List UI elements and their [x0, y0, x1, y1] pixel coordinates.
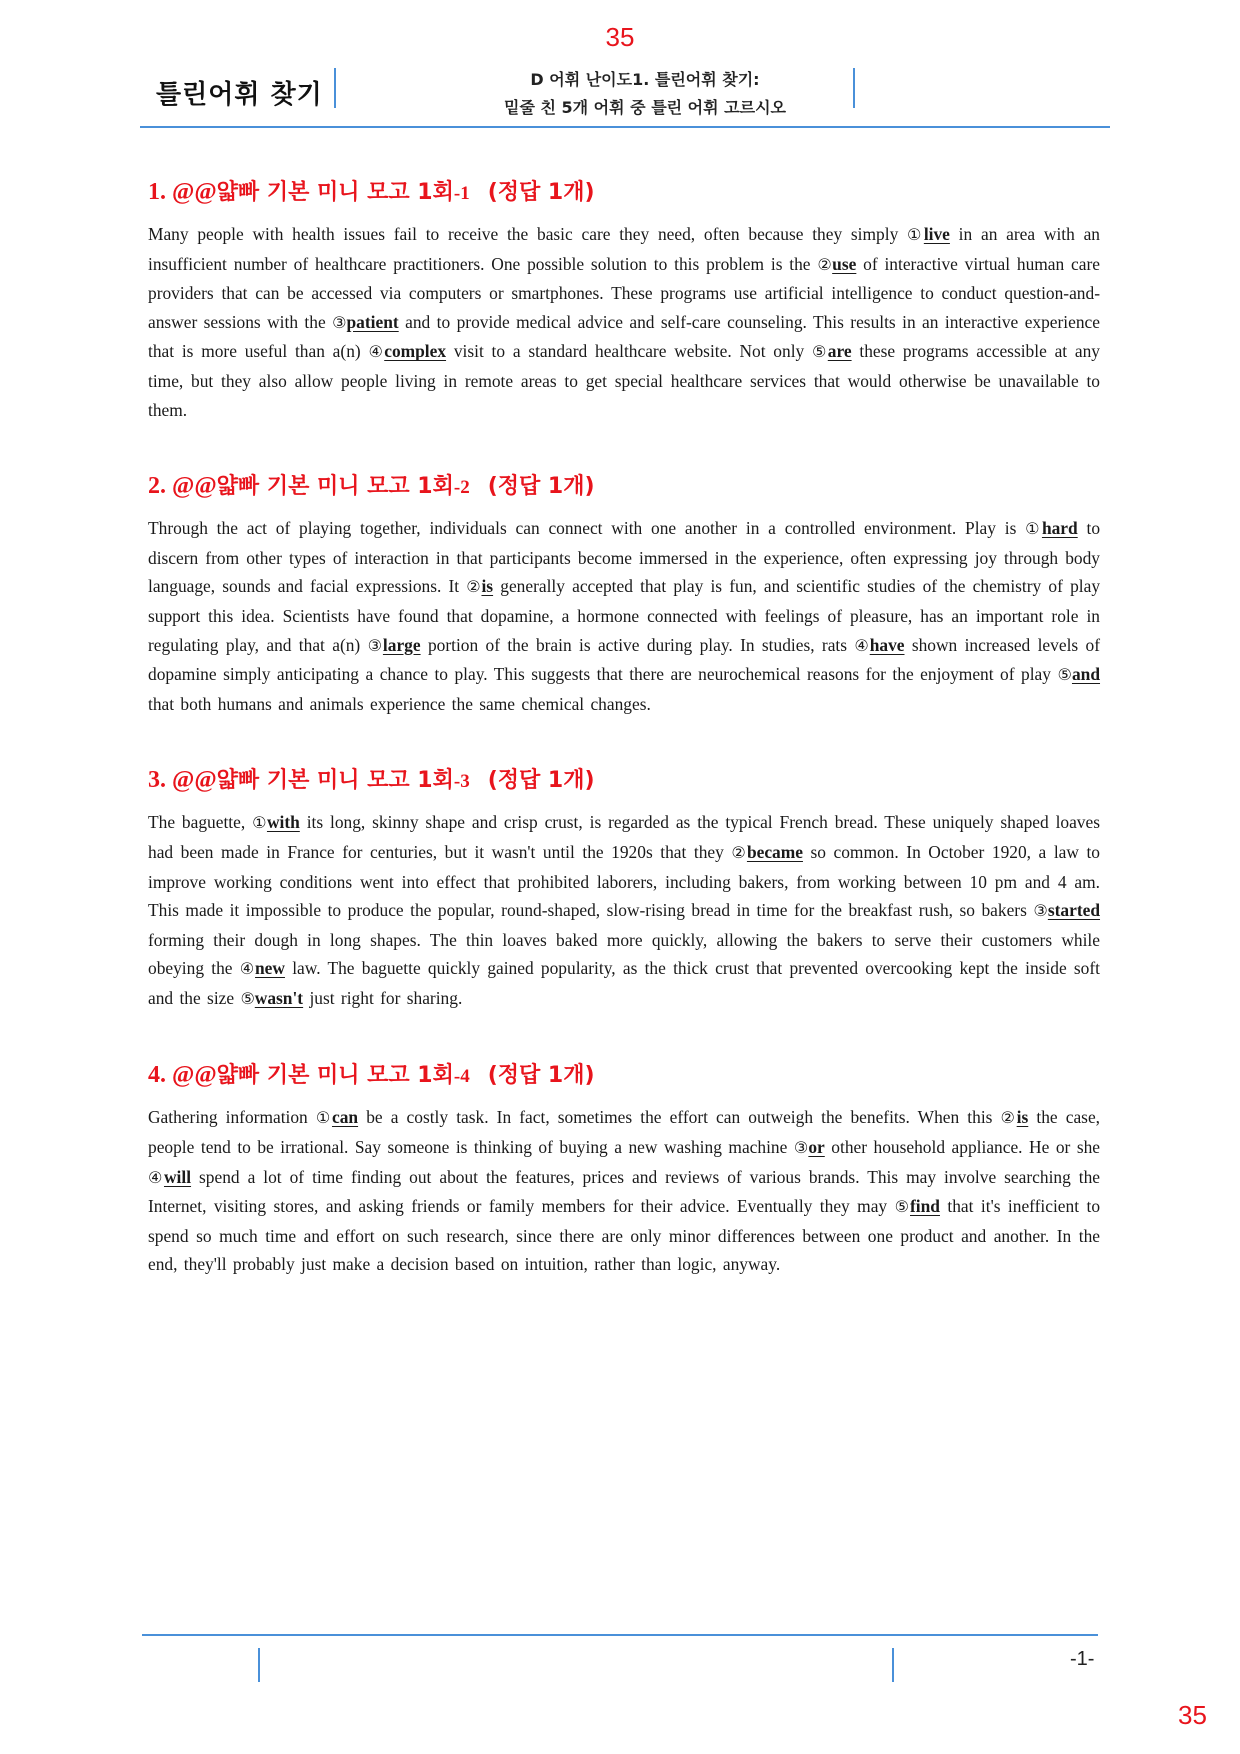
- page-number-top: 35: [605, 22, 635, 52]
- header-divider-left: [334, 68, 336, 108]
- passage-text: Many people with health issues fail to receive the basic care they need, often because they simply: [148, 224, 908, 244]
- choice-marker: ①: [1025, 519, 1042, 539]
- choice-marker: ③: [332, 312, 347, 332]
- passage-text: be a costly task. In fact, sometimes the effort can outweigh the benefits. When this: [358, 1107, 1001, 1128]
- problem-title: [148, 174, 1100, 212]
- passage-text: The baguette,: [148, 812, 253, 833]
- underlined-word: new: [255, 958, 285, 979]
- choice-marker: ③: [793, 1138, 809, 1158]
- choice-marker: ③: [1033, 901, 1048, 921]
- passage-text: that it's inefficient to spend so much time and effort on such research, since there are only minor differences between one product and another. In the end, they'll probably just make a decision based on intuition, rather than logic, anyway.: [148, 1196, 1101, 1275]
- choice-marker: ②: [466, 577, 482, 597]
- underlined-word: wasn't: [254, 987, 304, 1008]
- header-subtitle-line1: D 어휘 난이도1. 틀린어휘 찾기:: [530, 70, 760, 89]
- passage-text: visit to a standard healthcare website. Not only: [446, 341, 812, 362]
- passage-text: so common. In October 1920, a law to improve working conditions went into effect that prohibited laborers, including bakers, from working between 10 pm and 4 am. This made it impossible to produce the popular, round-shaped, slow-rising bread in time for the breakfast rush, so bakers: [148, 841, 1101, 921]
- passage-text: other household appliance. He or she: [824, 1137, 1100, 1158]
- underlined-word: will: [163, 1166, 192, 1187]
- header-title: 틀린어휘 찾기: [156, 80, 323, 110]
- choice-marker: ⑤: [1057, 665, 1072, 685]
- problem-title: [148, 762, 1100, 800]
- problem-number: 1. @@: [148, 179, 217, 205]
- choice-marker: ④: [148, 1167, 164, 1187]
- passage-text: that both humans and animals experience the same chemical changes.: [148, 693, 651, 714]
- underlined-word: live: [923, 224, 950, 244]
- choice-marker: ⑤: [240, 988, 255, 1008]
- problem-source: 얇빠 기본 미니 모고 1회: [216, 180, 454, 205]
- problem-suffix: -3: [453, 771, 470, 793]
- passage-text: of interactive virtual human care providers that can be accessed via computers or smartphones. These programs use artificial intelligence to conduct question-and-answer sessions with the: [148, 253, 1100, 332]
- underlined-word: find: [910, 1196, 940, 1217]
- choice-marker: ④: [368, 342, 385, 362]
- problem-suffix: -1: [453, 183, 470, 204]
- underlined-word: patient: [346, 311, 399, 332]
- problem-source: 얇빠 기본 미니 모고 1회: [216, 768, 454, 794]
- passage-text: these programs accessible at any time, but they also allow people living in remote areas to get special healthcare services that would otherwise be unavailable to them.: [148, 341, 1100, 420]
- underlined-word: started: [1047, 900, 1101, 921]
- problem-title: [148, 468, 1100, 506]
- problem-suffix: -4: [453, 1066, 470, 1088]
- passage-text: in an area with an insufficient number of healthcare practitioners. One possible solution to this problem is the: [148, 224, 1100, 274]
- passage-text: shown increased levels of dopamine simply anticipating a chance to play. This suggests that there are neurochemical reasons for the enjoyment of play: [148, 634, 1100, 685]
- header-subtitle: [340, 66, 950, 122]
- underlined-word: are: [827, 341, 852, 362]
- choice-marker: ②: [817, 254, 833, 274]
- choice-marker: ⑤: [812, 342, 828, 362]
- choice-marker: ②: [731, 842, 747, 862]
- page-number-bottom: 35: [1178, 1700, 1207, 1730]
- header-subtitle-line2: 밑줄 친 5개 어휘 중 틀린 어휘 고르시오: [504, 98, 786, 117]
- choice-marker: ③: [367, 635, 383, 655]
- page-header: [140, 60, 1110, 128]
- underlined-word: complex: [384, 341, 447, 362]
- underlined-word: and: [1071, 664, 1101, 685]
- passage: [148, 514, 1100, 718]
- underlined-word: is: [1016, 1107, 1029, 1128]
- header-divider-right: [853, 68, 855, 108]
- passage: [148, 220, 1100, 424]
- passage-text: the case, people tend to be irrational. Say someone is thinking of buying a new washing machine: [148, 1107, 1101, 1158]
- passage-text: law. The baguette quickly gained popularity, as the thick crust that prevented overcooking kept the inside soft and the size: [148, 958, 1101, 1008]
- choice-marker: ④: [239, 959, 256, 979]
- choice-marker: ⑤: [894, 1197, 910, 1217]
- problem-number: 2. @@: [148, 473, 217, 500]
- underlined-word: large: [382, 634, 421, 655]
- answer-note: (정답 1개): [487, 474, 595, 500]
- underlined-word: can: [331, 1107, 359, 1128]
- problem-2: [148, 468, 1100, 718]
- choice-marker: ①: [907, 225, 924, 244]
- underlined-word: have: [869, 634, 905, 655]
- problem-3: [148, 762, 1100, 1013]
- problem-list: [148, 150, 1100, 1279]
- choice-marker: ①: [252, 813, 267, 833]
- underlined-word: became: [746, 841, 803, 862]
- answer-note: (정답 1개): [487, 1063, 595, 1089]
- passage-text: spend a lot of time finding out about the features, prices and reviews of various brands. This may involve searching the Internet, visiting stores, and asking friends or family members for their advice. Eventually they may: [148, 1166, 1101, 1217]
- underlined-word: hard: [1041, 518, 1078, 539]
- choice-marker: ④: [854, 635, 870, 655]
- passage-text: forming their dough in long shapes. The thin loaves baked more quickly, allowing the bakers to serve their customers while obeying the: [148, 929, 1100, 979]
- footer-page-label: -1-: [1070, 1648, 1095, 1670]
- passage-text: portion of the brain is active during play. In studies, rats: [420, 634, 855, 655]
- passage-text: its long, skinny shape and crisp crust, is regarded as the typical French bread. These uniquely shaped loaves had been made in France for centuries, but it wasn't until the 1920s that they: [148, 812, 1100, 862]
- passage: [148, 1103, 1100, 1279]
- underlined-word: use: [832, 253, 857, 274]
- passage-text: just right for sharing.: [303, 987, 463, 1008]
- footer-rule: [142, 1634, 1098, 1636]
- underlined-word: is: [481, 576, 494, 597]
- passage-text: and to provide medical advice and self-care counseling. This results in an interactive experience that is more useful than a(n): [148, 311, 1100, 362]
- passage-text: Gathering information: [148, 1107, 316, 1128]
- problem-source: 얇빠 기본 미니 모고 1회: [216, 474, 454, 500]
- problem-title: [148, 1057, 1100, 1095]
- answer-note: (정답 1개): [487, 768, 595, 794]
- footer-divider-left: [258, 1648, 260, 1682]
- choice-marker: ②: [1000, 1108, 1017, 1128]
- underlined-word: with: [266, 812, 300, 833]
- problem-suffix: -2: [453, 477, 470, 499]
- passage: [148, 808, 1100, 1013]
- answer-note: (정답 1개): [487, 180, 595, 205]
- problem-number: 4. @@: [148, 1062, 217, 1089]
- footer-divider-right: [892, 1648, 894, 1682]
- problem-4: [148, 1057, 1100, 1279]
- passage-text: Through the act of playing together, individuals can connect with one another in a controlled environment. Play is: [148, 518, 1026, 539]
- problem-number: 3. @@: [148, 767, 217, 794]
- problem-1: [148, 174, 1100, 424]
- choice-marker: ①: [315, 1108, 332, 1128]
- problem-source: 얇빠 기본 미니 모고 1회: [216, 1063, 454, 1089]
- passage-text: to discern from other types of interaction in that participants become immersed in the experience, often expressing joy through body language, sounds and facial expressions. It: [148, 518, 1101, 597]
- underlined-word: or: [808, 1137, 825, 1158]
- passage-text: generally accepted that play is fun, and scientific studies of the chemistry of play support this idea. Scientists have found that dopamine, a hormone connected with feelings of pleasure, has an important role in regulating play, and that a(n): [148, 576, 1101, 655]
